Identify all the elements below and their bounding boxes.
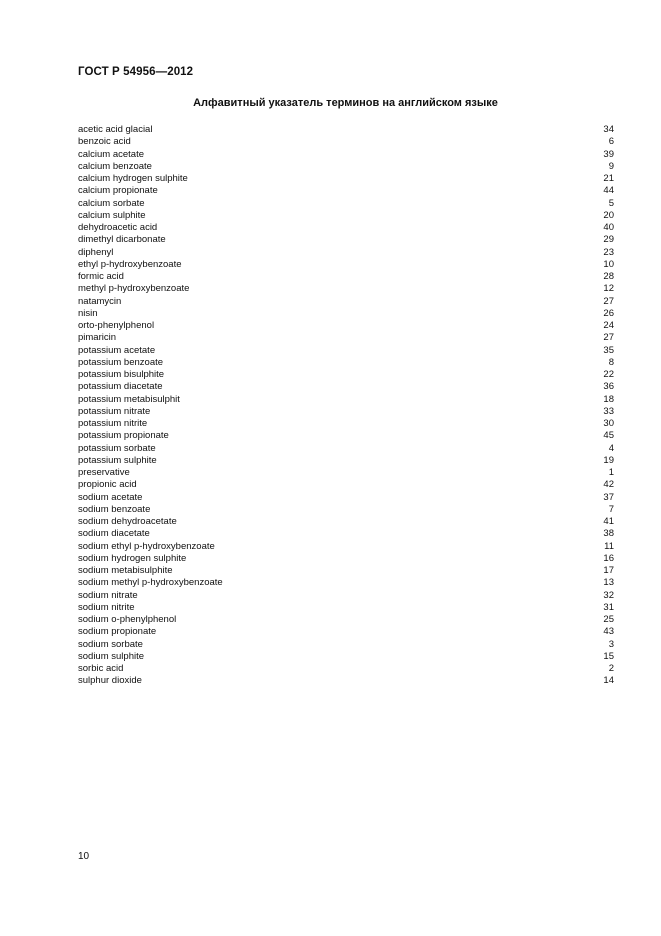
index-entry-page: 23 (603, 246, 614, 258)
index-entry (78, 198, 614, 210)
index-entry-term: calcium acetate (78, 148, 145, 160)
index-entry (78, 504, 614, 516)
index-entry (78, 651, 614, 663)
index-entry-page: 41 (603, 516, 614, 527)
index-entry (78, 675, 614, 687)
index-entry-term: potassium sulphite (78, 454, 157, 466)
index-entry-term: sodium propionate (78, 626, 157, 638)
index-entry-term: sodium methyl p-hydroxybenzoate (78, 577, 223, 589)
index-entry (78, 149, 614, 161)
index-entry-page: 15 (603, 650, 614, 662)
index-entry-page: 39 (603, 148, 614, 160)
index-entry-term: calcium sulphite (78, 209, 146, 221)
index-entry (78, 283, 614, 295)
index-entry (78, 663, 614, 675)
index-entry (78, 553, 614, 565)
index-entry-term: pimaricin (78, 332, 117, 344)
index-entry-term: sulphur dioxide (78, 675, 142, 687)
index-entry-page: 21 (603, 173, 614, 184)
index-entry-page: 44 (603, 185, 614, 197)
index-entry-page: 16 (603, 552, 614, 564)
index-entry-term: sodium nitrite (78, 601, 135, 613)
index-entry (78, 296, 614, 308)
index-entry (78, 161, 614, 173)
index-entry (78, 406, 614, 418)
index-entry-term: methyl p-hydroxybenzoate (78, 283, 190, 295)
index-entry-term: potassium propionate (78, 430, 169, 442)
index-entry (78, 173, 614, 185)
index-title: Алфавитный указатель терминов на английском языке (193, 97, 498, 109)
index-entry-page: 45 (603, 430, 614, 442)
index-entry-term: sodium dehydroacetate (78, 516, 177, 527)
index-entry (78, 320, 614, 332)
index-entry (78, 394, 614, 406)
index-entry-term: sodium sulphite (78, 650, 145, 662)
index-entry-term: diphenyl (78, 246, 114, 258)
index-entry-page: 33 (603, 405, 614, 417)
term-index-list (78, 124, 614, 688)
index-entry (78, 639, 614, 651)
index-entry-term: calcium hydrogen sulphite (78, 173, 188, 184)
index-entry (78, 345, 614, 357)
index-entry-page: 30 (603, 418, 614, 429)
index-entry (78, 565, 614, 577)
index-entry-term: sodium diacetate (78, 528, 150, 540)
index-entry-term: preservative (78, 467, 130, 478)
index-entry-term: calcium sorbate (78, 197, 145, 209)
index-entry-page: 25 (603, 614, 614, 625)
index-entry (78, 430, 614, 442)
index-entry-page: 10 (603, 258, 614, 270)
index-entry-term: dehydroacetic acid (78, 222, 158, 233)
index-entry-term: benzoic acid (78, 136, 131, 148)
index-entry (78, 455, 614, 467)
index-entry (78, 590, 614, 602)
index-entry (78, 210, 614, 222)
index-entry-term: dimethyl dicarbonate (78, 234, 166, 246)
index-entry (78, 516, 614, 528)
page-number: 10 (78, 851, 90, 862)
index-entry-term: formic acid (78, 271, 124, 282)
index-entry-page: 27 (603, 332, 614, 344)
index-entry-page: 35 (603, 344, 614, 356)
index-entry-page: 4 (608, 442, 614, 454)
index-entry-page: 32 (603, 589, 614, 601)
index-entry-page: 40 (603, 222, 614, 233)
index-entry-term: sodium o-phenylphenol (78, 614, 177, 625)
index-entry-term: potassium sorbate (78, 442, 156, 454)
index-entry-page: 20 (603, 209, 614, 221)
index-entry (78, 136, 614, 148)
index-entry-page: 18 (603, 393, 614, 405)
index-entry-page: 9 (608, 160, 614, 172)
index-entry-term: natamycin (78, 295, 122, 307)
index-entry-page: 26 (603, 307, 614, 319)
index-entry-page: 31 (603, 601, 614, 613)
index-entry-term: potassium nitrate (78, 405, 151, 417)
index-entry-page: 6 (608, 136, 614, 148)
index-entry-term: sodium nitrate (78, 589, 138, 601)
index-entry (78, 528, 614, 540)
index-entry (78, 381, 614, 393)
index-entry (78, 541, 614, 553)
index-entry-term: potassium acetate (78, 344, 156, 356)
index-entry (78, 614, 614, 626)
index-entry (78, 185, 614, 197)
index-entry-page: 3 (608, 638, 614, 650)
index-entry (78, 577, 614, 589)
index-entry-term: sorbic acid (78, 663, 124, 674)
index-entry (78, 602, 614, 614)
index-entry-page: 1 (608, 467, 614, 478)
index-entry-term: nisin (78, 307, 98, 319)
index-entry-term: ethyl p-hydroxybenzoate (78, 258, 182, 270)
index-entry-term: calcium propionate (78, 185, 158, 197)
index-entry-term: potassium diacetate (78, 381, 163, 393)
index-entry (78, 247, 614, 259)
index-entry (78, 234, 614, 246)
index-entry-term: orto-phenylphenol (78, 320, 155, 331)
index-entry-page: 5 (608, 197, 614, 209)
index-entry (78, 467, 614, 479)
index-entry-term: sodium acetate (78, 491, 143, 503)
index-entry-page: 24 (603, 320, 614, 331)
index-entry-term: propionic acid (78, 479, 137, 491)
index-entry-term: potassium benzoate (78, 356, 164, 368)
document-code: ГОСТ Р 54956—2012 (78, 66, 194, 78)
index-entry-page: 22 (603, 369, 614, 380)
index-entry-term: sodium benzoate (78, 503, 151, 515)
index-entry (78, 443, 614, 455)
index-entry-page: 29 (603, 234, 614, 246)
index-entry-page: 27 (603, 295, 614, 307)
index-entry-page: 7 (608, 503, 614, 515)
index-entry-page: 37 (603, 491, 614, 503)
index-entry (78, 271, 614, 283)
index-entry (78, 124, 614, 136)
index-entry-page: 34 (603, 124, 614, 135)
index-entry-page: 43 (603, 626, 614, 638)
index-entry (78, 479, 614, 491)
index-entry-term: potassium metabisulphit (78, 393, 180, 405)
index-entry-page: 13 (603, 577, 614, 589)
index-entry-term: potassium nitrite (78, 418, 148, 429)
index-entry-page: 19 (603, 454, 614, 466)
index-entry-page: 14 (603, 675, 614, 687)
index-entry (78, 492, 614, 504)
index-entry-page: 8 (608, 356, 614, 368)
index-entry (78, 308, 614, 320)
index-entry-page: 28 (603, 271, 614, 282)
index-entry (78, 418, 614, 430)
index-entry-term: sodium metabisulphite (78, 565, 173, 576)
index-entry-page: 2 (608, 663, 614, 674)
index-entry-page: 38 (603, 528, 614, 540)
index-entry-term: acetic acid glacial (78, 124, 153, 135)
index-entry-page: 12 (603, 283, 614, 295)
index-entry (78, 357, 614, 369)
index-entry-term: sodium ethyl p-hydroxybenzoate (78, 540, 215, 552)
index-entry (78, 626, 614, 638)
index-entry-page: 17 (603, 565, 614, 576)
index-entry-term: calcium benzoate (78, 160, 152, 172)
index-entry (78, 259, 614, 271)
index-entry-page: 36 (603, 381, 614, 393)
index-entry-term: sodium hydrogen sulphite (78, 552, 187, 564)
index-entry-page: 42 (603, 479, 614, 491)
index-entry (78, 332, 614, 344)
index-entry-page: 11 (604, 540, 614, 552)
index-entry (78, 222, 614, 234)
index-entry (78, 369, 614, 381)
index-entry-term: sodium sorbate (78, 638, 143, 650)
index-entry-term: potassium bisulphite (78, 369, 165, 380)
